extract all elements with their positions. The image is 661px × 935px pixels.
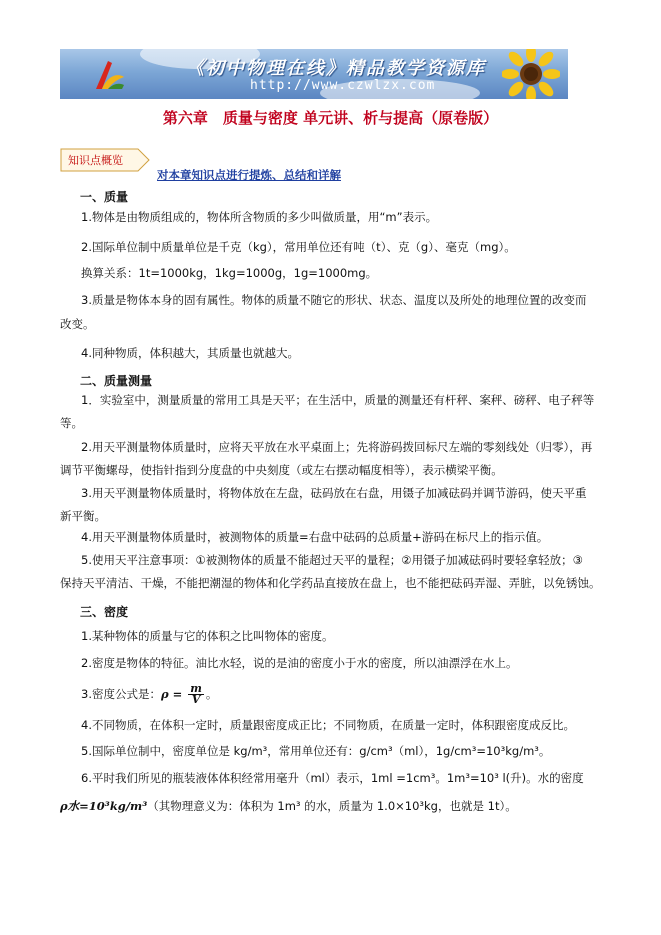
paragraph: 换算关系：1t=1000kg，1kg=1000g，1g=1000mg。 [81,266,378,280]
paragraph-continuation: 等。 [60,416,83,430]
formula-suffix: 。 [205,687,218,701]
water-density-text: （其物理意义为：体积为 1m³ 的水，质量为 1.0×10³kg，也就是 1t）。 [147,799,517,813]
paragraph: 6.平时我们所见的瓶装液体体积经常用毫升（ml）表示，1ml =1cm³。1m³=10³ l(升)。水的密度 [81,771,584,785]
knowledge-tag-label: 知识点概览 [68,154,123,167]
paragraph: 5.国际单位制中，密度单位是 kg/m³，常用单位还有：g/cm³（ml），1g/cm³=10³kg/m³。 [81,744,551,758]
paragraph: 4.用天平测量物体质量时，被测物体的质量=右盘中砝码的总质量+游码在标尺上的指示值。 [81,530,549,544]
knowledge-tag-subtitle: 对本章知识点进行提炼、总结和详解 [157,168,341,182]
chapter-title: 第六章 质量与密度 单元讲、析与提高（原卷版） [162,109,499,127]
banner-title: 《初中物理在线》精品教学资源库 [186,58,486,79]
paragraph: 2.国际单位制中质量单位是千克（kg），常用单位还有吨（t）、克（g）、毫克（mg）。 [81,240,516,254]
section-heading: 二、质量测量 [80,374,153,388]
paragraph: 3.质量是物体本身的固有属性。物体的质量不随它的形状、状态、温度以及所处的地理位置的改变而 [81,293,587,307]
formula-lhs: ρ = [160,687,187,701]
density-formula-line [81,684,217,705]
paragraph-continuation: 保持天平清洁、干燥，不能把潮湿的物体和化学药品直接放在盘上，也不能把砝码弄湿、弄脏，以免锈蚀。 [60,576,601,590]
paragraph: 2.密度是物体的特征。油比水轻，说的是油的密度小于水的密度，所以油漂浮在水上。 [81,656,518,670]
paragraph: 1.物体是由物质组成的，物体所含物质的多少叫做质量，用“m”表示。 [81,210,438,224]
banner-url: http://www.czwlzx.com [250,78,436,93]
formula-denominator: V [191,693,201,706]
paragraph: 3.用天平测量物体质量时，将物体放在左盘，砝码放在右盘，用镊子加减砝码并调节游码，使天平重 [81,486,587,500]
section-heading: 三、密度 [80,605,129,619]
site-logo-icon [88,55,128,95]
formula-fraction [188,684,204,705]
header-banner [60,49,568,99]
paragraph: 2.用天平测量物体质量时，应将天平放在水平桌面上；先将游码拨回标尺左端的零刻线处（归零），再 [81,440,593,454]
section-heading: 一、质量 [80,190,129,204]
paragraph-continuation: 调节平衡螺母，使指针指到分度盘的中央刻度（或左右摆动幅度相等），表示横梁平衡。 [60,463,503,477]
water-density-line [60,796,517,816]
sunflower-icon [502,49,560,99]
water-density-formula: ρ水=10³kg/m³ [60,799,148,813]
paragraph-continuation: 新平衡。 [60,509,106,523]
formula-numerator: m [190,682,202,695]
formula-prefix: 3.密度公式是： [81,687,161,701]
paragraph: 4.同种物质，体积越大，其质量也就越大。 [81,346,299,360]
paragraph: 4.不同物质，在体积一定时，质量跟密度成正比；不同物质，在质量一定时，体积跟密度成反比。 [81,718,575,732]
paragraph: 1．实验室中，测量质量的常用工具是天平；在生活中，质量的测量还有杆秤、案秤、磅秤、电子秤等 [81,393,595,407]
paragraph: 5.使用天平注意事项：①被测物体的质量不能超过天平的量程；②用镊子加减砝码时要轻拿轻放；③ [81,553,583,567]
paragraph-continuation: 改变。 [60,317,95,331]
paragraph: 1.某种物体的质量与它的体积之比叫物体的密度。 [81,629,334,643]
